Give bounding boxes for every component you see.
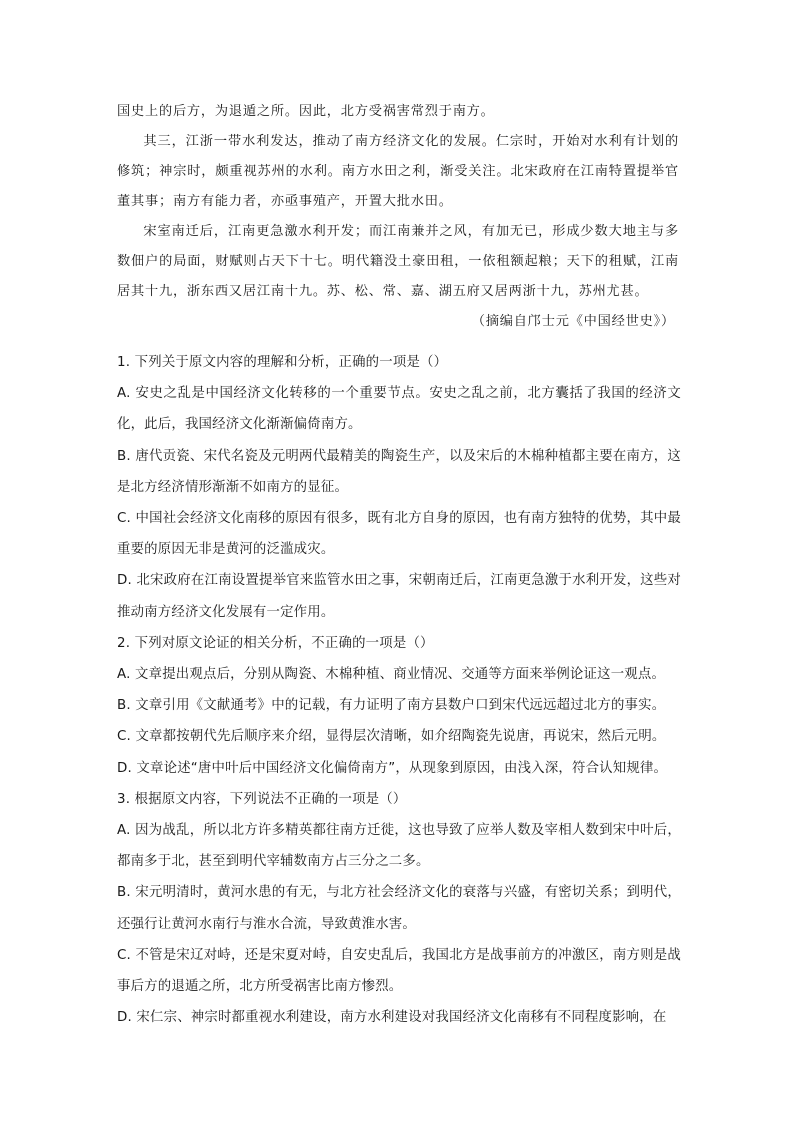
question-2-stem: 2. 下列对原文论证的相关分析，不正确的一项是（） [117, 635, 434, 651]
question-1-option-b: B. 唐代贡瓷、宋代名瓷及元明两代最精美的陶瓷生产，以及宋后的木棉种植都主要在南方，这是北方经济情形渐渐不如南方的显征。 [117, 448, 681, 495]
passage-paragraph-4: 宋室南迁后，江南更急激水利开发；而江南兼并之风，有加无已，形成少数大地主与多数佃户的局面，财赋则占天下十七。明代籍没土豪田租，一依租额起粮；天下的租赋，江南居其十九，浙东西又居江南十九。苏、松、常、嘉、湖五府又居两浙十九，苏州尤甚。 [117, 224, 679, 299]
question-3-stem: 3. 根据原文内容，下列说法不正确的一项是（） [117, 791, 407, 807]
question-3-option-c: C. 不管是宋辽对峙，还是宋夏对峙，自安史乱后，我国北方是战事前方的冲激区，南方则是战事后方的退遁之所，北方所受祸害比南方惨烈。 [117, 947, 681, 995]
passage-paragraph-3: 其三，江浙一带水利发达，推动了南方经济文化的发展。仁宗时，开始对水利有计划的修筑；神宗时，颇重视苏州的水利。南方水田之利，渐受关注。北宋政府在江南特置提举官董其事；南方有能力者，亦亟事殖产，开置大批水田。 [117, 134, 679, 209]
passage-source: （摘编自邝士元《中国经世史》） [471, 314, 675, 329]
question-3-option-a: A. 因为战乱，所以北方许多精英都往南方迁徙，这也导致了应举人数及宰相人数到宋中叶后，都南多于北，甚至到明代宰辅数南方占三分之二多。 [117, 823, 681, 870]
reading-passage [117, 97, 679, 337]
question-1-option-a: A. 安史之乱是中国经济文化转移的一个重要节点。安史之乱之前，北方囊括了我国的经济文化，此后，我国经济文化渐渐偏倚南方。 [117, 386, 681, 433]
passage-line-top: 国史上的后方，为退遁之所。因此，北方受祸害常烈于南方。 [117, 104, 495, 119]
question-2-option-b: B. 文章引用《文献通考》中的记载，有力证明了南方县数户口到宋代远远超过北方的事实。 [117, 698, 666, 714]
question-1-option-d: D. 北宋政府在江南设置提举官来监管水田之事，宋朝南迁后，江南更急激于水利开发，这些对推动南方经济文化发展有一定作用。 [117, 573, 681, 620]
question-3-option-b: B. 宋元明清时，黄河水患的有无，与北方社会经济文化的衰落与兴盛，有密切关系；到明代，还强行让黄河水南行与淮水合流，导致黄淮水害。 [117, 885, 681, 932]
question-1-stem: 1. 下列关于原文内容的理解和分析，正确的一项是（） [117, 355, 448, 370]
question-3-option-d: D. 宋仁宗、神宗时都重视水利建设，南方水利建设对我国经济文化南移有不同程度影响，在 [117, 1010, 667, 1026]
question-1-option-c: C. 中国社会经济文化南移的原因有很多，既有北方自身的原因，也有南方独特的优势，其中最重要的原因无非是黄河的泛滥成灾。 [117, 511, 681, 558]
question-2-option-a: A. 文章提出观点后，分别从陶瓷、木棉种植、商业情况、交通等方面来举例论证这一观点。 [117, 667, 666, 683]
question-2-option-d: D. 文章论述“唐中叶后中国经济文化偏倚南方”，从现象到原因，由浅入深，符合认知规律。 [117, 760, 668, 776]
question-2-option-c: C. 文章都按朝代先后顺序来介绍，显得层次清晰，如介绍陶瓷先说唐，再说宋，然后元明。 [117, 729, 666, 745]
question-list [117, 347, 681, 1033]
